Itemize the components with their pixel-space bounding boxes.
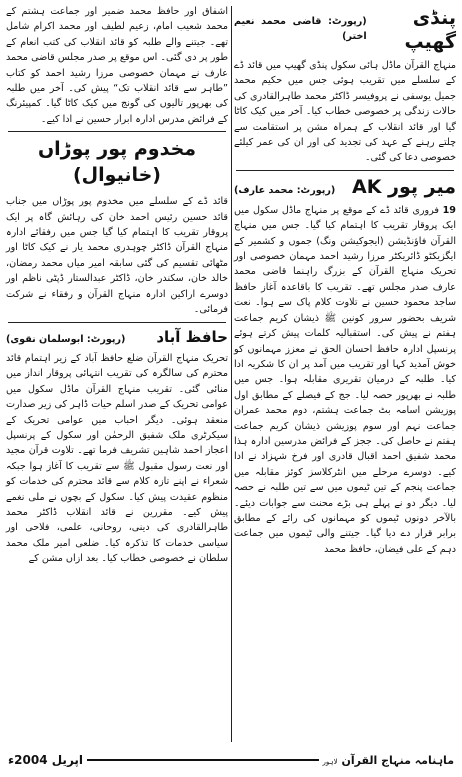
page-footer [4, 748, 458, 772]
mirpur-title [352, 175, 456, 199]
pindi-report-text: منہاج القرآن ماڈل ہائی سکول پنڈی گھیپ میں قائد ڈے کے سلسلے میں تقریب ہوئی جس میں حکیم محمد جمیل یوسفی نے پروفیسر ڈاکٹر محمد طاہرالقادری کی حالات زندگی پر خصوصی خطاب کیا۔ آخر میں کیک کاٹا گیا اور قائد انقلاب کے ہمراہ مشن پر استقامت سے چلتے رہنے کے عہد کی تجدید کی اور ان کی عمر کیلئے خصوصی دعا کی گئی۔ [234, 60, 456, 164]
footer-issue-date: اپریل 2004ء [4, 753, 87, 767]
hafizabad-heading [6, 327, 228, 347]
pindi-heading [234, 6, 456, 54]
section-divider [8, 131, 226, 132]
section-divider [8, 322, 226, 323]
mirpur-continued-text: اشفاق اور حافظ محمد ضمیر اور جماعت ہشتم کے محمد شعیب امام، زعیم لطیف اور محمد اکرام شامل تھے۔ جیتنے والے طلبہ کو قائد انقلاب کی کتب انعام کے طور پر دی گئی۔ اس موقع پر صدر مجلس قاضی محمد عارف نے مہمان خصوصی مرزا رشید احمد کو کتاب ”طاہر سے قائد انقلاب تک“ پیش کی۔ آخر میں طلبہ کی بھرپور تالیوں کی گونج میں کیک کاٹا گیا۔ کمپیئرنگ کے فرائض مدرس ادارہ ابرار حسین نے ادا کیے۔ [6, 6, 228, 125]
makhdoompur-report-text: قائد ڈے کے سلسلے میں مخدوم پور پوڑاں میں جناب قائد حسین رئیس احمد خان کی رہائش گاہ پر ایک پروقار تقریب کا اہتمام کیا گیا جس میں رفقائے ادارہ منہاج القرآن ڈاکٹر چوہدری محمد یار نے کیک کاٹا اور مٹھائی تقسیم کی گئی سابقہ امیر میاں محمد رمضان، خالد خان، سکندر خان، ڈاکٹر عبدالستار ڈپٹی ناظم اور دوسرے اراکین ادارہ منہاج القرآن و رفقاء نے شرکت فرمائی۔ [6, 196, 228, 316]
left-column [6, 4, 228, 571]
right-column [234, 4, 456, 561]
mirpur-date-number: 19 [442, 204, 456, 216]
pindi-byline: (رپورٹ: قاضی محمد نعیم اختر) [234, 16, 367, 43]
hafizabad-byline: (رپورٹ: ابوسلمان نقوی) [6, 333, 126, 345]
footer-magazine-title: ماہنامہ منہاج القرآن [341, 753, 454, 767]
hafizabad-report-text: تحریک منہاج القرآن ضلع حافظ آباد کے زیر اہتمام قائد محترم کی سالگرہ کی تقریب انتہائی پروقار انداز میں منائی گئی۔ تقریب منہاج القرآن ماڈل سکول میں عوامی تحریک کے صدر اسلم حیات ڈاہر کی زیر صدارت منعقد ہوئی۔ دیگر احباب میں عوامی تحریک کے سیکرٹری ملک شفیق الرحمٰن اور سکول کے پرنسپل اعجاز احمد شاہین تشریف فرما تھے۔ تلاوت قرآن مجید اور نعت رسول مقبول ﷺ سے تقریب کا آغاز ہوا جبکہ شعراء نے اپنے تازہ کلام سے قائد محترم کی خدمات کو منظوم عقیدت پیش کیا۔ سکول کے بچوں نے ملی نغمے پیش کیے۔ مقررین نے قائد انقلاب ڈاکٹر محمد طاہرالقادری کی دینی، روحانی، علمی، فلاحی اور سیاسی خدمات کا تذکرہ کیا۔ ضلعی امیر ملک محمد سلطان نے خصوصی خطاب کیا۔ بعد ازاں مشن کے [6, 352, 228, 565]
footer-rule [70, 759, 340, 761]
section-divider [236, 170, 454, 171]
makhdoompur-title: مخدوم پور پوڑاں (خانیوال) [37, 138, 197, 187]
footer-magazine-name [319, 754, 458, 767]
mirpur-title-urdu: میر پور [388, 175, 456, 198]
mirpur-byline: (رپورٹ: محمد عارف) [234, 184, 336, 196]
hafizabad-title: حافظ آباد [156, 327, 228, 346]
footer-city: لاہور [322, 757, 338, 766]
mirpur-report-text: فروری قائد ڈے کے موقع پر منہاج ماڈل سکول میں ایک پروقار تقریب کا اہتمام کیا گیا۔ جس میں منہاج القرآن فاؤنڈیشن (ایجوکیشن ونگ) جموں و کشمیر کے ایگزیکٹو ڈائریکٹر مرزا رشید احمد مہمان خصوصی اور تحریک منہاج القرآن کے بزرگ راہنما قاضی محمد عارف صدر مجلس تھے۔ تقریب کا باقاعدہ آغاز حافظ ساجد محمود حسین نے تلاوت کلام پاک سے ہوا۔ نعت شریف بحضور سرور کونین ﷺ ذیشان کریم جماعت ہفتم نے پیش کی۔ استقبالیہ کلمات پیش کرتے ہوئے پرنسپل ادارہ حافظ احسان الحق نے معزز مہمانوں کو خوش آمدید کہا اور تقریب میں آمد پر ان کا شکریہ ادا کیا۔ طلبہ کے درمیان تقریری مقابلہ ہوا۔ جس میں طلبہ نے بھرپور حصہ لیا۔ جج کے فیصلے کے مطابق اول پوزیشن اسامہ بٹ جماعت ہشتم، دوم محمد عمران جماعت نہم اور سوم پوزیشن ذیشان کریم جماعت ہفتم نے حاصل کی۔ ججز کے فرائض مدرسین ادارہ ہذا محمد شفیق احمد اقبال قادری اور فرخ شہزاد نے ادا کیے۔ دوسرے مرحلے میں انٹرکلاسز کوئز مقابلہ میں جماعت پنجم کے تین ٹیموں میں سے تین طلبہ نے حصہ لیا۔ دیگر دو نے پہلے ہی بڑے محنت سے جوابات دیئے۔ بالآخر دونوں ٹیموں کو مہمانوں کی رائے کے مطابق برابر قرار دے دیا گیا۔ جیتنے والی ٹیموں میں جماعت دہم کے علی فیضان، حافظ محمد [234, 204, 456, 555]
mirpur-heading [234, 175, 456, 199]
mirpur-title-latin: AK [351, 175, 382, 198]
pindi-title: پنڈی گھیپ [404, 7, 456, 53]
mirpur-report [234, 203, 456, 557]
column-divider [231, 6, 232, 742]
